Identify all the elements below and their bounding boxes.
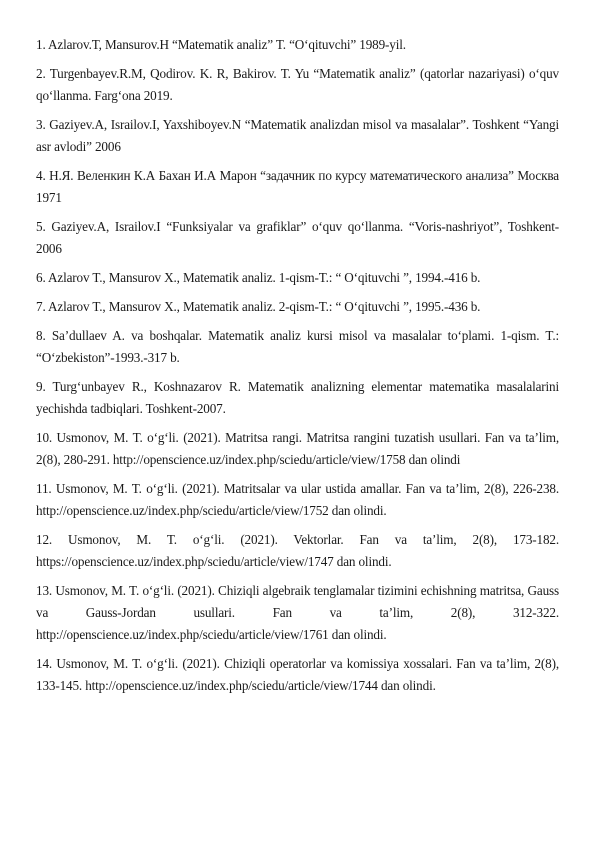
reference-item-12: 12. Usmonov, M. T. o‘g‘li. (2021). Vektorlar. Fan va ta’lim, 2(8), 173-182. https://openscience.uz/index.php/sciedu/article/view/1747 dan olindi. — [36, 532, 559, 569]
reference-item-13: 13. Usmonov, M. T. o‘g‘li. (2021). Chiziqli algebraik tenglamalar tizimini echishning matritsa, Gauss va Gauss-Jordan usullari. Fan va ta’lim, 2(8), 312-322. http://openscience.uz/index.php/sciedu/article/view/1761 dan olindi. — [36, 583, 559, 642]
reference-item-9: 9. Turg‘unbayev R., Koshnazarov R. Matematik analizning elementar matematika masalalarini yechishda tadbiqlari. Toshkent-2007. — [36, 379, 559, 416]
reference-item-4: 4. Н.Я. Веленкин К.А Бахан И.А Марон “задачник по курсу математического анализа” Москва 1971 — [36, 168, 559, 205]
reference-item-5: 5. Gaziyev.A, Israilov.I “Funksiyalar va grafiklar” o‘quv qo‘llanma. “Voris-nashriyot”, Toshkent-2006 — [36, 219, 559, 256]
reference-item-1: 1. Azlarov.T, Mansurov.H “Matematik analiz” T. “O‘qituvchi” 1989-yil. — [36, 37, 406, 52]
reference-item-8: 8. Sa’dullaev A. va boshqalar. Matematik analiz kursi misol va masalalar to‘plami. 1-qism. T.: “O‘zbekiston”-1993.-317 b. — [36, 328, 559, 365]
reference-item-10: 10. Usmonov, M. T. o‘g‘li. (2021). Matritsa rangi. Matritsa rangini tuzatish usullari. Fan va ta’lim, 2(8), 280-291. http://openscience.uz/index.php/sciedu/article/view/1758 dan olindi — [36, 430, 559, 467]
reference-item-14: 14. Usmonov, M. T. o‘g‘li. (2021). Chiziqli operatorlar va komissiya xossalari. Fan va ta’lim, 2(8), 133-145. http://openscience.uz/index.php/sciedu/article/view/1744 dan olindi. — [36, 656, 559, 693]
reference-item-3: 3. Gaziyev.A, Israilov.I, Yaxshiboyev.N “Matematik analizdan misol va masalalar”. Toshkent “Yangi asr avlodi” 2006 — [36, 117, 559, 154]
reference-item-7: 7. Azlarov T., Mansurov X., Matematik analiz. 2-qism-T.: “ O‘qituvchi ”, 1995.-436 b. — [36, 299, 481, 314]
reference-item-6: 6. Azlarov T., Mansurov X., Matematik analiz. 1-qism-T.: “ O‘qituvchi ”, 1994.-416 b. — [36, 270, 481, 285]
reference-item-2: 2. Turgenbayev.R.M, Qodirov. K. R, Bakirov. T. Yu “Matematik analiz” (qatorlar nazariyasi) o‘quv qo‘llanma. Farg‘ona 2019. — [36, 66, 559, 103]
reference-item-11: 11. Usmonov, M. T. o‘g‘li. (2021). Matritsalar va ular ustida amallar. Fan va ta’lim, 2(8), 226-238. http://openscience.uz/index.php/sciedu/article/view/1752 dan olindi. — [36, 481, 559, 518]
reference-list — [36, 34, 559, 704]
